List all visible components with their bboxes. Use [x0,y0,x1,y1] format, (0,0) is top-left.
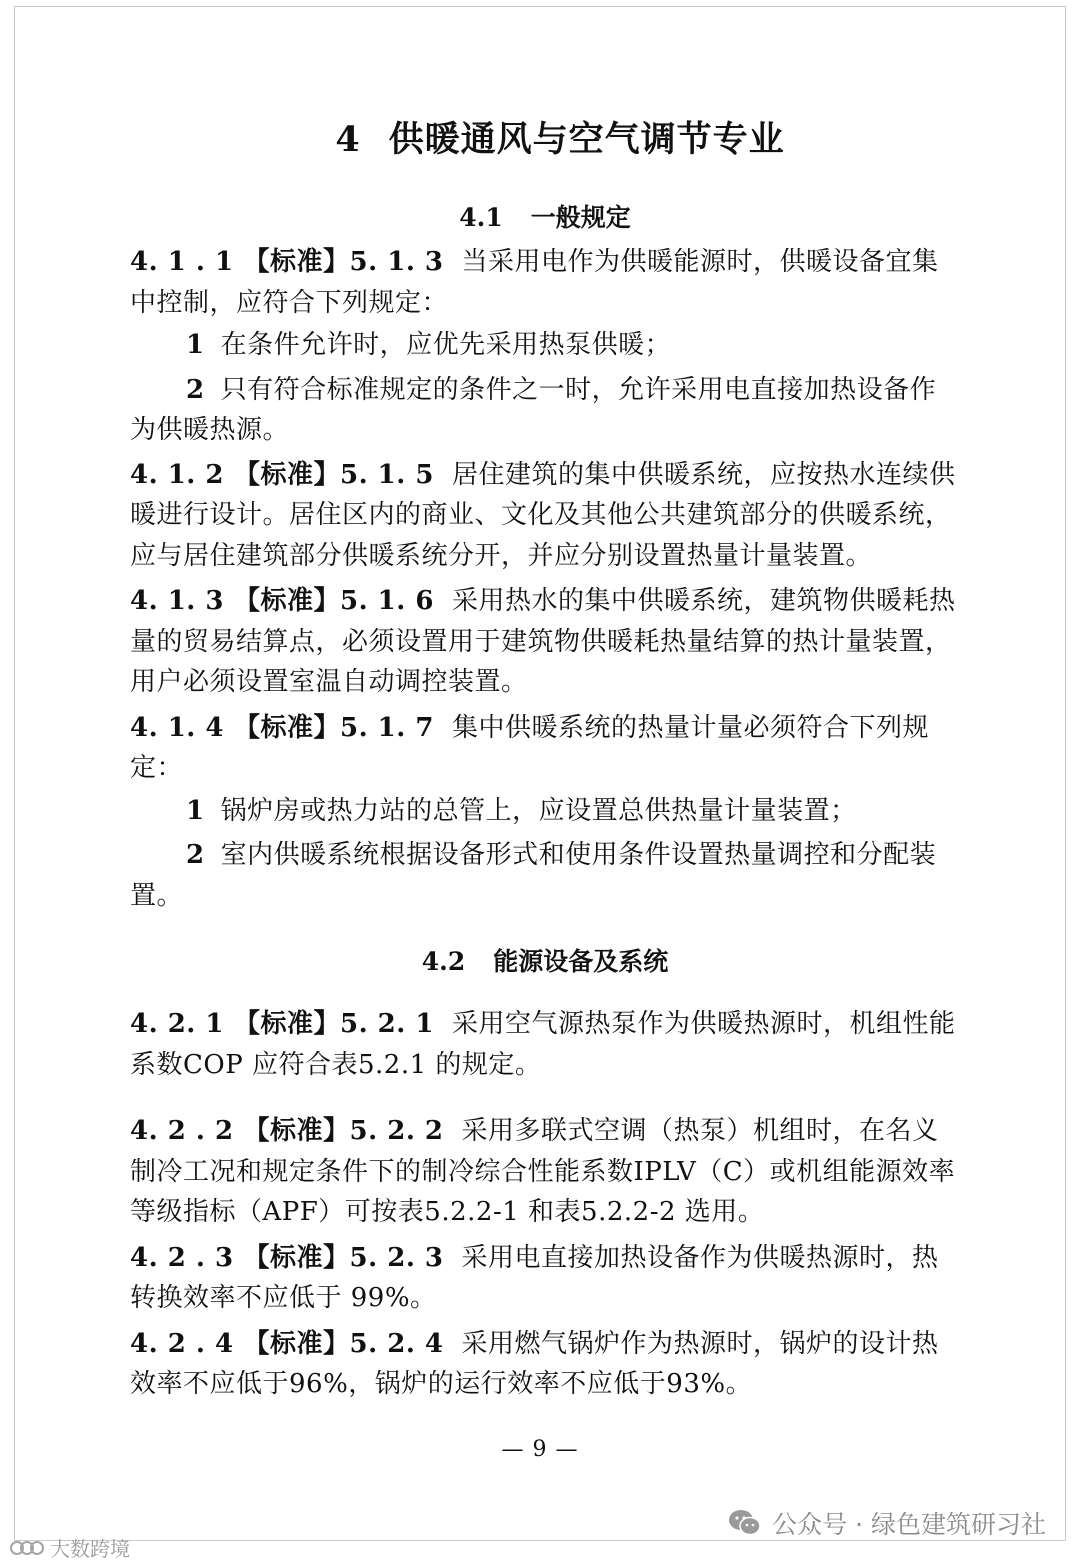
section-title-text: 一般规定 [530,203,631,232]
standard-reference: 【标准】5. 1. 5 [233,459,434,490]
watermark-brand [10,1533,130,1562]
clause-text: 采用电直接加热设备作为供暖热源时，热转换效率不应低于 99%。 [130,1242,939,1313]
clause-number: 4. 1. 3 [130,586,224,616]
chapter-title-text: 供暖通风与空气调节专业 [388,119,785,160]
standard-reference: 【标准】5. 2. 4 [243,1328,444,1359]
list-item [130,325,960,366]
brand-logo-icon [10,1538,44,1558]
clause-4-2-4 [130,1324,960,1405]
clause-4-1-1 [130,242,960,323]
clause-number: 4. 1 . 1 [130,247,234,277]
standard-reference: 【标准】5. 1. 7 [233,712,434,743]
clause-4-2-2 [130,1111,960,1233]
clause-4-1-2 [130,455,960,577]
item-text: 锅炉房或热力站的总管上，应设置总供热量计量装置； [220,795,857,826]
section-title-text: 能源设备及系统 [493,947,669,976]
chapter-number: 4 [335,119,361,160]
item-number: 1 [186,795,205,826]
section-number: 4.2 [421,947,466,976]
clause-text: 居住建筑的集中供暖系统，应按热水连续供暖进行设计。居住区内的商业、文化及其他公共建筑部分的供暖系统，应与居住建筑部分供暖系统分开，并应分别设置热量计量装置。 [130,459,956,571]
clause-number: 4. 2 . 4 [130,1328,234,1359]
chapter-title [160,110,960,170]
standard-reference: 【标准】5. 2. 2 [243,1116,444,1146]
standard-reference: 【标准】5. 2. 3 [243,1242,444,1273]
clause-4-1-4 [130,708,960,789]
standard-reference: 【标准】5. 2. 1 [233,1009,434,1039]
watermark-wechat [728,1505,1046,1541]
clause-text: 采用热水的集中供暖系统，建筑物供暖耗热量的贸易结算点，必须设置用于建筑物供暖耗热量结算的热计量装置，用户必须设置室温自动调控装置。 [130,586,956,697]
clause-text: 当采用电作为供暖能源时，供暖设备宜集中控制，应符合下列规定： [130,247,939,318]
clause-number: 4. 2. 1 [130,1009,224,1039]
page-number: — 9 — [501,1437,579,1462]
clause-number: 4. 1. 2 [130,459,224,490]
clause-4-2-1 [130,1004,960,1085]
standard-reference: 【标准】5. 1. 6 [233,586,434,616]
item-number: 2 [186,374,205,405]
clause-4-1-3 [130,581,960,703]
wechat-icon [728,1509,762,1537]
clause-text: 采用空气源热泵作为供暖热源时，机组性能系数COP 应符合表5.2.1 的规定。 [130,1009,956,1080]
watermark-text: 大数跨境 [50,1537,130,1561]
clause-text: 采用燃气锅炉作为热源时，锅炉的设计热效率不应低于96%，锅炉的运行效率不应低于93%。 [130,1328,939,1399]
item-text: 只有符合标准规定的条件之一时，允许采用电直接加热设备作为供暖热源。 [130,374,937,445]
clause-number: 4. 2 . 2 [130,1116,234,1146]
clause-text: 采用多联式空调（热泵）机组时，在名义制冷工况和规定条件下的制冷综合性能系数IPLV（C）或机组能源效率等级指标（APF）可按表5.2.2-1 和表5.2.2-2 选用。 [130,1116,956,1227]
list-item [130,370,960,451]
section-number: 4.1 [459,203,503,232]
item-number: 1 [186,330,205,360]
standard-reference: 【标准】5. 1. 3 [243,247,444,277]
watermark-text: 公众号 · 绿色建筑研习社 [772,1510,1046,1539]
clause-text: 集中供暖系统的热量计量必须符合下列规定： [130,712,929,783]
list-item [130,791,960,832]
clause-4-2-3 [130,1238,960,1319]
clause-number: 4. 1. 4 [130,712,224,743]
clause-number: 4. 2 . 3 [130,1242,234,1273]
item-number: 2 [186,840,205,870]
item-text: 在条件允许时，应优先采用热泵供暖； [220,330,672,360]
list-item [130,835,960,916]
section-title-4-2 [130,942,960,982]
document-body [130,110,960,1410]
section-title-4-1 [130,198,960,238]
item-text: 室内供暖系统根据设备形式和使用条件设置热量调控和分配装置。 [130,840,937,911]
